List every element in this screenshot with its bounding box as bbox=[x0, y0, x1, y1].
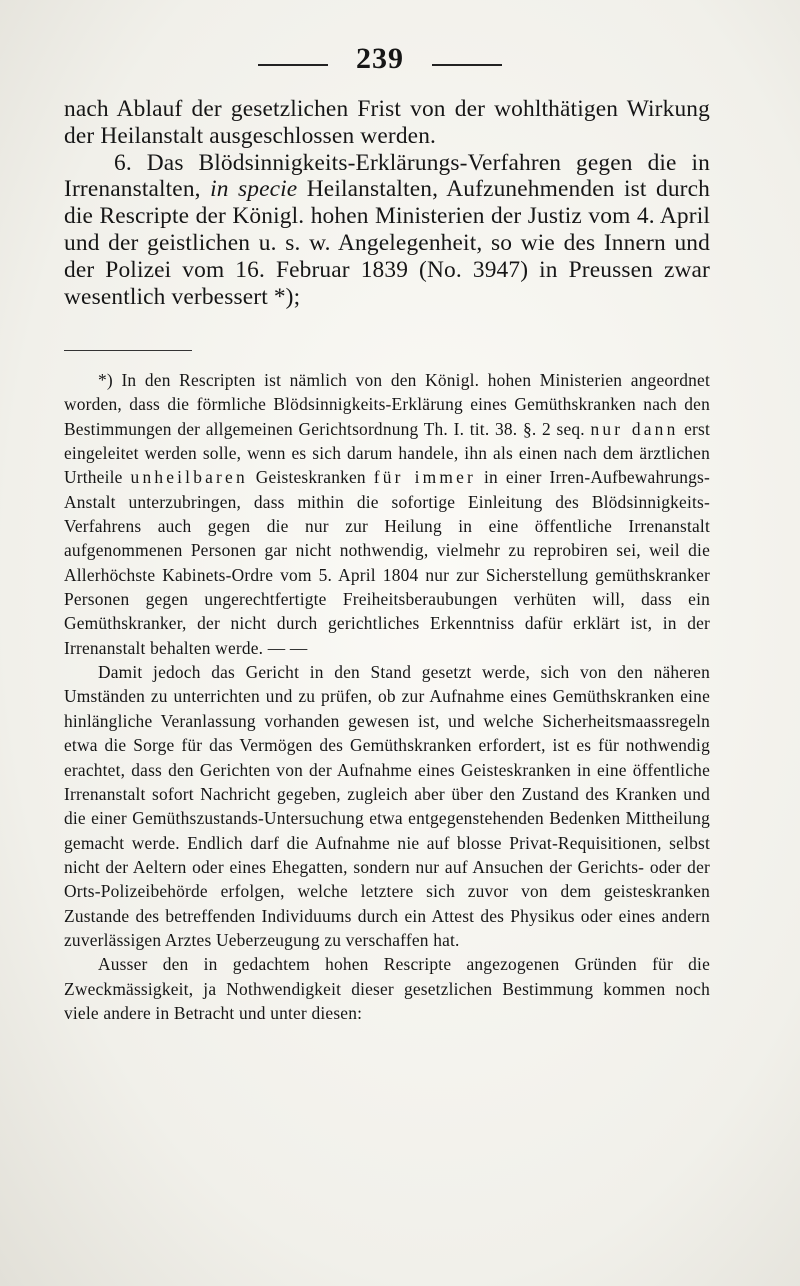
page-header bbox=[0, 42, 800, 78]
footnote-text: in einer Irren-Aufbewahrungs-Anstalt unterzubringen, dass mithin die sofortige Einleitung des Blödsinnigkeits-Verfahrens auch gegen die nur zur Heilung in eine öffentliche Irrenanstalt aufgenommenen Personen gar nicht nothwendig, vielmehr zu reprobiren sei, weil die Allerhöchste Kabinets-Ordre vom 5. April 1804 nur zur Sicherstellung gemüthskranker Personen gegen ungerechtfertigte Freiheitsberaubungen verhüten will, dass ein Gemüthskranker, der nicht durch gerichtliches Erkenntniss dafür erklärt ist, in der Irrenanstalt behalten werde. — — bbox=[64, 467, 710, 658]
footnote-divider bbox=[64, 350, 192, 351]
footnote-text: erst eingeleitet werden solle, wenn es sich darum handele, ihn als einen nach dem ärztlichen Urtheile bbox=[64, 418, 711, 488]
footnote-paragraph-2: Damit jedoch das Gericht in den Stand gesetzt werde, sich von den näheren Umständen zu unterrichten und zu prüfen, ob zur Aufnahme eines Gemüthskranken eine hinlängliche Veranlassung vorhanden gewesen ist, und welche Sicherheitsmaassregeln etwa die Sorge für das Vermögen des Gemüthskranken erfordert, ist es für nothwendig erachtet, dass den Gerichten von der Aufnahme eines Geisteskranken in eine öffentliche Irrenanstalt sofort Nachricht gegeben, zugleich aber über den Zustand des Kranken und die einer Gemüthszustands-Untersuchung etwa entgegenstehenden Bedenken Mittheilung gemacht werde. Endlich darf die Aufnahme nie auf blosse Privat-Requisitionen, selbst nicht der Aeltern oder eines Ehegatten, sondern nur auf Ansuchen der Gerichts- oder der Orts-Polizeibehörde erfolgen, welche letztere sich zuvor von dem geisteskranken Zustande des betreffenden Individuums durch ein Attest des Physikus oder eines andern zuverlässigen Arztes Ueberzeugung zu verschaffen hat. bbox=[64, 662, 710, 950]
main-body-text bbox=[64, 96, 710, 310]
item-6-paragraph bbox=[64, 150, 710, 311]
footnote bbox=[64, 368, 710, 1025]
page-number: 239 bbox=[356, 42, 404, 75]
item-6-text-start: 6. Das Blödsinnigkeits-Erklärungs-Verfahren gegen die in Irrenanstalten, bbox=[64, 149, 710, 203]
continued-paragraph: nach Ablauf der gesetzlichen Frist von der wohlthätigen Wirkung der Heilanstalt ausgeschlossen werden. bbox=[64, 96, 710, 149]
footnote-emphasis: nur dann bbox=[590, 418, 679, 439]
header-rule-left bbox=[258, 64, 328, 66]
item-6-italic-phrase: in specie bbox=[210, 176, 298, 203]
footnote-paragraph-3: Ausser den in gedachtem hohen Rescripte angezogenen Gründen für die Zweckmässigkeit, ja Nothwendigkeit dieser gesetzlichen Bestimmung kommen noch viele andere in Betracht und unter diesen: bbox=[64, 954, 710, 1023]
footnote-paragraph-1 bbox=[64, 368, 710, 660]
header-rule-right bbox=[432, 64, 502, 66]
footnote-emphasis: unheilbaren bbox=[130, 467, 248, 488]
footnote-text: Geisteskranken bbox=[247, 467, 374, 488]
footnote-emphasis: für immer bbox=[373, 467, 476, 488]
item-6-text-end: Heilanstalten, Aufzunehmenden ist durch die Rescripte der Königl. hohen Ministerien der Justiz vom 4. April und der geistlichen u. s. w. Angelegenheit, so wie des Innern und der Polizei vom 16. Februar 1839 (No. 3947) in Preussen zwar wesentlich verbessert *); bbox=[64, 176, 710, 310]
footnote-text: *) In den Rescripten ist nämlich von den Königl. hohen Ministerien angeordnet worden, dass die förmliche Blödsinnigkeits-Erklärung eines Gemüthskranken nach den Bestimmungen der allgemeinen Gerichtsordnung Th. I. tit. 38. §. 2 seq. bbox=[64, 370, 710, 439]
